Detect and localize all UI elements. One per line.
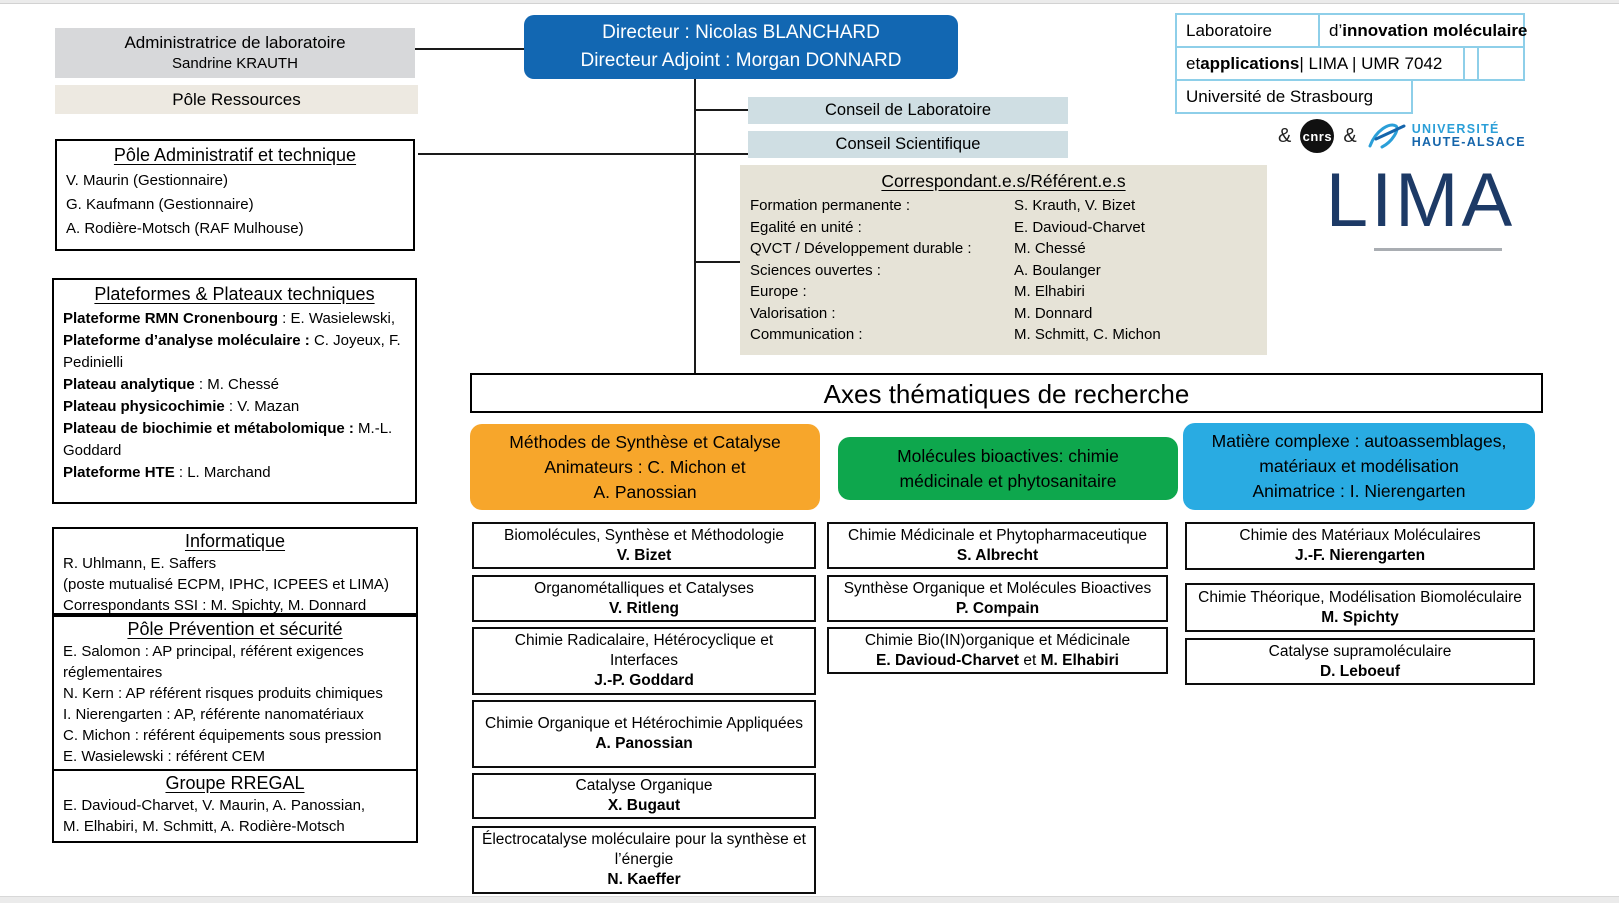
platforms-box xyxy=(52,278,417,504)
team-box: Catalyse Organique X. Bugaut xyxy=(472,773,816,819)
prevention-line: E. Wasielewski : référent CEM xyxy=(63,748,265,765)
pole-administratif-item: G. Kaufmann (Gestionnaire) xyxy=(66,196,254,213)
connector-trunk-correspondents xyxy=(696,261,740,263)
connector-director-trunk xyxy=(694,79,696,373)
correspondents-box xyxy=(740,165,1267,355)
team-box: Chimie Radicalaire, Hétérocyclique et Interfaces J.-P. Goddard xyxy=(472,627,816,695)
informatique-title: Informatique xyxy=(184,531,286,551)
team-box: Chimie Médicinale et Phytopharmaceutique S. Albrecht xyxy=(827,522,1168,569)
pole-administratif-box xyxy=(55,139,415,251)
platform-item: Plateau physicochimie : V. Mazan xyxy=(63,398,300,415)
prevention-line: I. Nierengarten : AP, référente nanomatériaux xyxy=(63,706,364,723)
correspondent-row: Communication : M. Schmitt, C. Michon xyxy=(750,326,1161,343)
rregal-line: E. Davioud-Charvet, V. Maurin, A. Panossian, xyxy=(63,797,366,814)
rregal-title: Groupe RREGAL xyxy=(165,773,305,793)
partner-logos-row xyxy=(1278,117,1538,155)
team-box: Chimie Bio(IN)organique et Médicinale E. Davioud-Charvet et M. Elhabiri xyxy=(827,627,1168,674)
ampersand: & xyxy=(1278,124,1292,147)
rregal-line: M. Elhabiri, M. Schmitt, A. Rodière-Motsch xyxy=(63,818,345,835)
logo-cell-laboratoire: Laboratoire xyxy=(1175,13,1320,48)
lab-administrator-box xyxy=(55,28,415,78)
team-box: Synthèse Organique et Molécules Bioactives P. Compain xyxy=(827,575,1168,622)
rregal-box xyxy=(52,769,418,843)
platform-item: Plateau analytique : M. Chessé xyxy=(63,376,279,393)
prevention-title: Pôle Prévention et sécurité xyxy=(127,619,343,639)
logo-cell-spacer xyxy=(1477,46,1525,81)
correspondent-row: Formation permanente : S. Krauth, V. Bizet xyxy=(750,197,1136,214)
prevention-line: N. Kern : AP référent risques produits chimiques xyxy=(63,685,383,702)
axis-complex-banner: Matière complexe : autoassemblages, matériaux et modélisation Animatrice : I. Nierengarten xyxy=(1183,423,1535,510)
prevention-box xyxy=(52,615,418,771)
correspondent-row: Sciences ouvertes : A. Boulanger xyxy=(750,261,1101,279)
correspondent-row: QVCT / Développement durable : M. Chessé xyxy=(750,240,1086,257)
ampersand: & xyxy=(1343,124,1357,147)
axes-header: Axes thématiques de recherche xyxy=(470,373,1543,413)
conseil-scientifique-box: Conseil Scientifique xyxy=(748,131,1068,158)
team-box: Biomolécules, Synthèse et Méthodologie V. Bizet xyxy=(472,522,816,569)
logo-cell-applications: et applications | LIMA | UMR 7042 xyxy=(1175,46,1465,81)
uha-logo-icon xyxy=(1366,120,1408,152)
connector-adminpole-council-sci xyxy=(418,153,748,155)
page-bottom-edge xyxy=(0,896,1619,903)
team-box: Électrocatalyse moléculaire pour la synthèse et l’énergie N. Kaeffer xyxy=(472,826,816,894)
team-box: Chimie Organique et Hétérochimie Appliquées A. Panossian xyxy=(472,700,816,768)
prevention-line: C. Michon : référent équipements sous pression xyxy=(63,727,382,744)
correspondent-row: Europe : M. Elhabiri xyxy=(750,283,1085,300)
lab-administrator-title: Administratrice de laboratoire xyxy=(124,33,346,52)
cnrs-logo-icon: cnrs xyxy=(1300,119,1334,153)
informatique-line: Correspondants SSI : M. Spichty, M. Donnard xyxy=(63,597,367,614)
platform-item: Plateau de biochimie et métabolomique : M.-L. Goddard xyxy=(63,420,393,459)
team-box: Chimie des Matériaux Moléculaires J.-F. Nierengarten xyxy=(1185,522,1535,570)
connector-admin-director xyxy=(415,48,524,50)
team-box: Catalyse supramoléculaire D. Leboeuf xyxy=(1185,638,1535,685)
logo-cell-innovation: d’ innovation moléculaire xyxy=(1318,13,1525,48)
logo-cell-unistra: Université de Strasbourg xyxy=(1175,79,1413,114)
platforms-title: Plateformes & Plateaux techniques xyxy=(94,284,375,304)
pole-ressources-box: Pôle Ressources xyxy=(55,85,418,114)
lima-logo-underline xyxy=(1374,248,1502,251)
axis-bioactive-banner: Molécules bioactives: chimie médicinale et phytosanitaire xyxy=(838,437,1178,500)
lima-logo: LIMA xyxy=(1325,158,1516,243)
pole-administratif-item: V. Maurin (Gestionnaire) xyxy=(66,172,229,189)
director-line: Directeur : Nicolas BLANCHARD xyxy=(602,22,880,43)
informatique-box xyxy=(52,527,418,615)
deputy-director-line: Directeur Adjoint : Morgan DONNARD xyxy=(580,50,902,71)
platform-item: Plateforme d’analyse moléculaire : C. Joyeux, F. Pedinielli xyxy=(63,332,401,371)
uha-logo: UNIVERSITÉ HAUTE-ALSACE xyxy=(1366,120,1526,152)
team-box: Chimie Théorique, Modélisation Biomoléculaire M. Spichty xyxy=(1185,583,1535,632)
pole-administratif-item: A. Rodière-Motsch (RAF Mulhouse) xyxy=(66,220,304,237)
team-box: Organométalliques et Catalyses V. Ritleng xyxy=(472,575,816,622)
conseil-laboratoire-box: Conseil de Laboratoire xyxy=(748,97,1068,124)
platform-item: Plateforme RMN Cronenbourg : E. Wasielewski, xyxy=(63,310,395,327)
informatique-line: R. Uhlmann, E. Saffers xyxy=(63,555,217,572)
correspondents-title: Correspondant.e.s/Référent.e.s xyxy=(881,171,1126,191)
informatique-line: (poste mutualisé ECPM, IPHC, ICPEES et LIMA) xyxy=(63,576,389,593)
pole-administratif-title: Pôle Administratif et technique xyxy=(113,145,357,165)
page-top-edge xyxy=(0,0,1619,4)
connector-trunk-council-lab xyxy=(696,109,748,111)
axis-synthesis-banner: Méthodes de Synthèse et Catalyse Animateurs : C. Michon et A. Panossian xyxy=(470,424,820,510)
lab-administrator-name: Sandrine KRAUTH xyxy=(172,55,298,72)
platform-item: Plateforme HTE : L. Marchand xyxy=(63,464,271,481)
correspondent-row: Valorisation : M. Donnard xyxy=(750,304,1093,322)
correspondent-row: Egalité en unité : E. Davioud-Charvet xyxy=(750,218,1145,236)
prevention-line: E. Salomon : AP principal, référent exigences réglementaires xyxy=(63,643,364,681)
director-box xyxy=(524,15,958,79)
